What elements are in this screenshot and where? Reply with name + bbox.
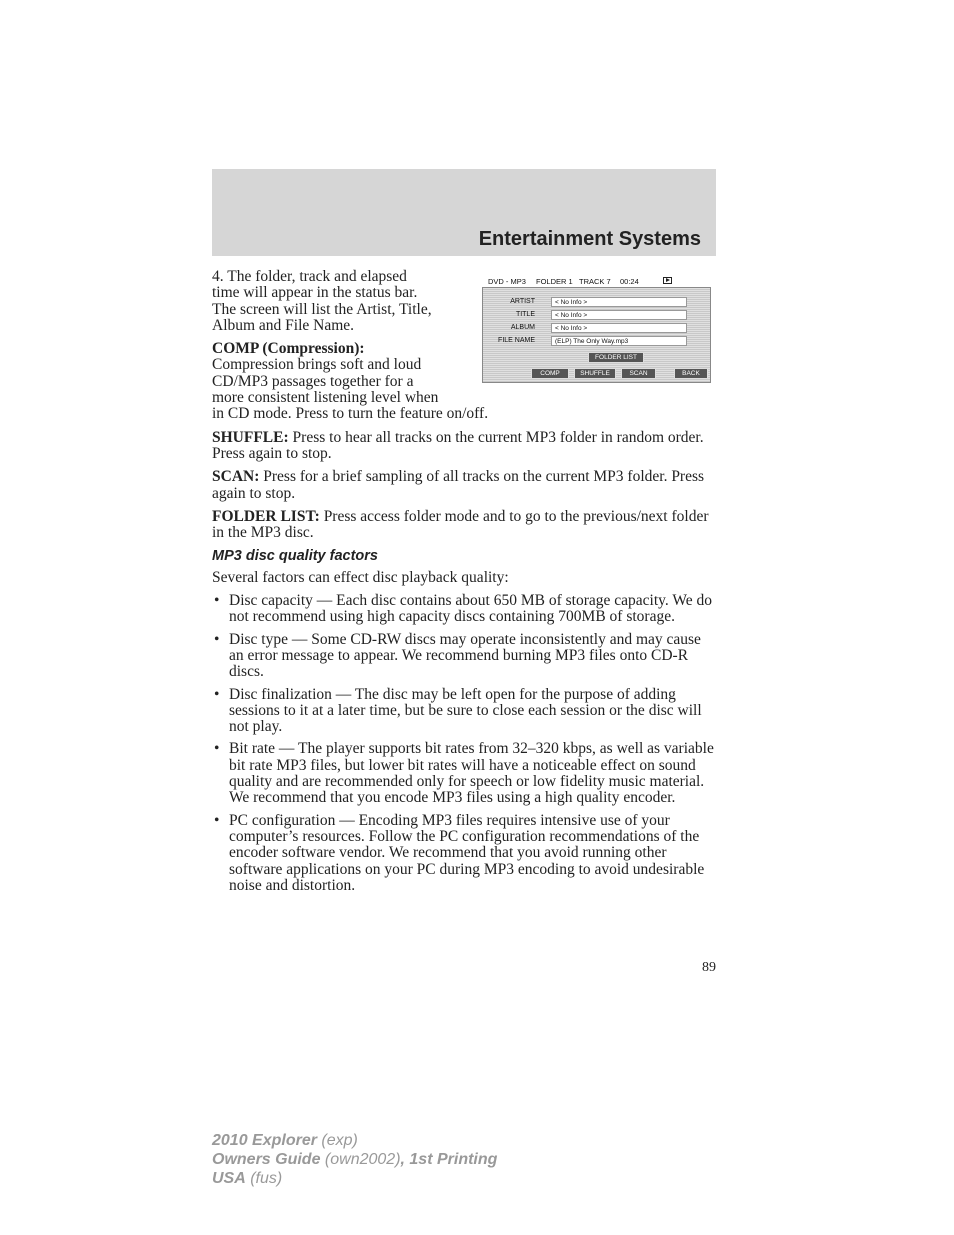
list-item-text: Disc type — Some CD-RW discs may operate inconsistently and may cause an error message to appear. We recommend burning MP3 files onto CD-R discs. bbox=[229, 630, 701, 681]
footer-guide: Owners Guide bbox=[212, 1151, 321, 1168]
folder-list-term: FOLDER LIST: bbox=[212, 507, 320, 525]
bullet-icon: • bbox=[214, 740, 220, 758]
comp-button[interactable]: COMP bbox=[531, 368, 569, 379]
status-folder: FOLDER 1 bbox=[536, 277, 573, 286]
section-header-band bbox=[212, 169, 716, 256]
intro-line: The screen will list the Artist, Title, bbox=[212, 300, 432, 318]
scan-button[interactable]: SCAN bbox=[621, 368, 656, 379]
footer-guide-code: (own2002) bbox=[320, 1151, 401, 1168]
shuffle-text: Press to hear all tracks on the current MP3 folder in random order. Press again to stop. bbox=[212, 428, 704, 462]
bullet-icon: • bbox=[214, 811, 220, 829]
list-item-text: Disc finalization — The disc may be left open for the purpose of adding sessions to it at a later time, but be sure to close each session or the disc will not play. bbox=[229, 685, 702, 736]
folder-list-text: Press access folder mode and to go to the previous/next folder in the MP3 disc. bbox=[212, 507, 709, 542]
list-item bbox=[212, 593, 716, 626]
footer-line-1 bbox=[212, 1131, 497, 1150]
intro-line: 4. The folder, track and elapsed bbox=[212, 268, 407, 285]
comp-line: more consistent listening level when bbox=[212, 389, 439, 407]
list-item-text: Disc capacity — Each disc contains about 650 MB of storage capacity. We do not recommend using high capacity discs containing 700MB of storage. bbox=[229, 592, 712, 626]
bullet-icon: • bbox=[214, 685, 220, 703]
footer-market-code: (fus) bbox=[245, 1170, 283, 1187]
subheading: MP3 disc quality factors bbox=[212, 548, 378, 565]
quality-factors-list bbox=[212, 593, 716, 894]
comp-paragraph bbox=[212, 341, 716, 422]
file-name-field: (ELP) The Only Way.mp3 bbox=[551, 336, 687, 346]
status-time: 00:24 bbox=[620, 277, 639, 286]
lead-paragraph: Several factors can effect disc playback quality: bbox=[212, 568, 509, 586]
list-item bbox=[212, 813, 716, 894]
footer-market: USA bbox=[212, 1170, 246, 1187]
title-label: TITLE bbox=[515, 311, 535, 318]
scan-paragraph bbox=[212, 469, 716, 502]
intro-line: time will appear in the status bar. bbox=[212, 284, 418, 302]
artist-label: ARTIST bbox=[510, 298, 535, 305]
footer bbox=[212, 1131, 497, 1188]
status-mode: DVD - MP3 bbox=[488, 277, 526, 286]
album-field: < No Info > bbox=[551, 323, 687, 333]
list-item-text: PC configuration — Encoding MP3 files requires intensive use of your computer’s resources. Follow the PC configuration recommendations of the encoder software vendor. We recommend that you avoid running other software applications on your PC during MP3 encoding to avoid undesirable noise and distortion. bbox=[229, 811, 705, 894]
page-number: 89 bbox=[702, 960, 716, 975]
list-item bbox=[212, 632, 716, 681]
scan-text: Press for a brief sampling of all tracks on the current MP3 folder. Press again to stop. bbox=[212, 468, 705, 502]
comp-line: CD/MP3 passages together for a bbox=[212, 372, 414, 390]
list-item bbox=[212, 741, 716, 806]
comp-line: in CD mode. Press to turn the feature on/off. bbox=[212, 405, 489, 423]
artist-field: < No Info > bbox=[551, 297, 687, 307]
bullet-icon: • bbox=[214, 630, 220, 648]
footer-line-2 bbox=[212, 1150, 497, 1169]
section-title: Entertainment Systems bbox=[478, 228, 701, 250]
album-label: ALBUM bbox=[510, 324, 535, 331]
comp-line: Compression brings soft and loud bbox=[212, 356, 422, 374]
body-text bbox=[212, 269, 716, 900]
footer-model: 2010 Explorer bbox=[212, 1132, 317, 1149]
intro-paragraph bbox=[212, 269, 462, 334]
status-track: TRACK 7 bbox=[579, 277, 611, 286]
scan-term: SCAN: bbox=[212, 468, 260, 486]
back-button[interactable]: BACK bbox=[674, 368, 708, 379]
shuffle-term: SHUFFLE: bbox=[212, 428, 289, 446]
list-item bbox=[212, 687, 716, 736]
footer-line-3 bbox=[212, 1169, 497, 1188]
shuffle-paragraph bbox=[212, 430, 716, 463]
bullet-icon: • bbox=[214, 592, 220, 610]
folder-list-paragraph bbox=[212, 509, 716, 542]
shuffle-button[interactable]: SHUFFLE bbox=[574, 368, 616, 379]
file-name-label: FILE NAME bbox=[498, 337, 535, 344]
comp-term: COMP (Compression): bbox=[212, 340, 365, 358]
folder-list-button[interactable]: FOLDER LIST bbox=[588, 352, 644, 363]
footer-printing: , 1st Printing bbox=[400, 1151, 498, 1168]
list-item-text: Bit rate — The player supports bit rates from 32–320 kbps, as well as variable bit rate MP3 files, but lower bit rates will have a noticeable effect on sound quality and are recommended only for speech or low fidelity music material. We recommend that you encode MP3 files using a high quality encoder. bbox=[229, 740, 714, 807]
intro-line: Album and File Name. bbox=[212, 316, 355, 334]
title-field: < No Info > bbox=[551, 310, 687, 320]
footer-model-code: (exp) bbox=[316, 1132, 358, 1149]
